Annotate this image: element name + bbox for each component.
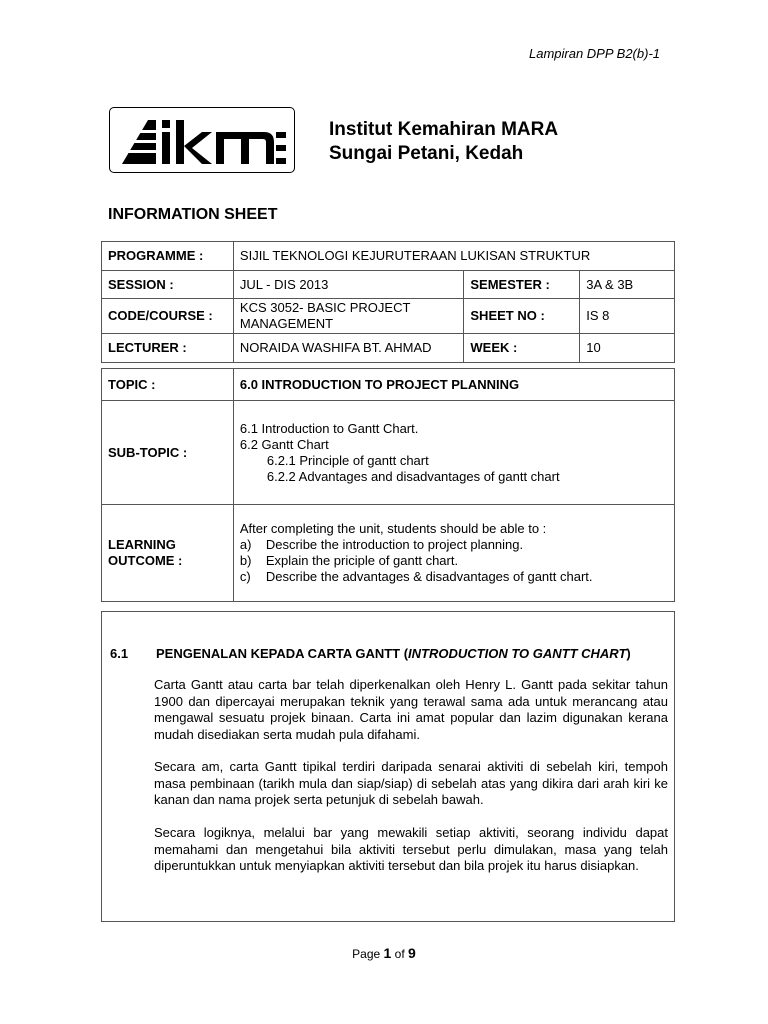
outcome-text: Describe the advantages & disadvantages of gantt chart. xyxy=(265,569,593,584)
week-value: 10 xyxy=(580,334,675,363)
course-info-table xyxy=(101,241,675,363)
page-total: 9 xyxy=(408,945,416,961)
content-section xyxy=(101,611,675,922)
week-label: WEEK : xyxy=(464,334,580,363)
page-word: Page xyxy=(352,947,384,961)
outcome-item xyxy=(240,553,668,569)
page-footer xyxy=(0,945,768,961)
session-value: JUL - DIS 2013 xyxy=(233,271,463,299)
outcome-item xyxy=(240,569,668,585)
outcome-item xyxy=(240,537,668,553)
institute-line-2: Sungai Petani, Kedah xyxy=(329,143,524,164)
section-heading xyxy=(110,646,631,661)
outcome-intro: After completing the unit, students should be able to : xyxy=(239,521,547,536)
outcome-label-line-1: LEARNING xyxy=(108,537,176,552)
course-value-line-2: MANAGEMENT xyxy=(239,316,334,331)
paragraph-3: Secara logiknya, melalui bar yang mewakili setiap aktiviti, seorang individu dapat memahami dan mengetahui bila aktiviti tersebut perlu dimulakan, masa yang telah diperuntukkan untuk menyiapkan aktiviti tersebut dan bila projek itu harus disiapkan. xyxy=(154,825,668,873)
outcome-list xyxy=(233,505,674,602)
institute-name xyxy=(329,118,558,166)
section-number: 6.1 xyxy=(110,646,129,661)
section-title-end: ) xyxy=(626,646,631,661)
course-value-line-1: KCS 3052- BASIC PROJECT xyxy=(239,300,411,315)
outcome-label xyxy=(102,505,234,602)
lecturer-label: LECTURER : xyxy=(102,334,234,363)
subtopic-item: 6.1 Introduction to Gantt Chart. xyxy=(239,420,419,436)
topic-label: TOPIC : xyxy=(102,369,234,401)
outcome-text: Describe the introduction to project planning. xyxy=(265,537,524,552)
sheet-no-label: SHEET NO : xyxy=(464,299,580,334)
semester-value: 3A & 3B xyxy=(580,271,675,299)
programme-label: PROGRAMME : xyxy=(102,242,234,271)
programme-value: SIJIL TEKNOLOGI KEJURUTERAAN LUKISAN STRUKTUR xyxy=(233,242,674,271)
outcome-marker: a) xyxy=(239,537,252,552)
outcome-text: Explain the priciple of gantt chart. xyxy=(265,553,459,568)
course-label: CODE/COURSE : xyxy=(102,299,234,334)
sheet-title: INFORMATION SHEET xyxy=(108,206,278,223)
document-reference: Lampiran DPP B2(b)-1 xyxy=(528,46,660,61)
lecturer-value: NORAIDA WASHIFA BT. AHMAD xyxy=(233,334,463,363)
subtopic-list xyxy=(233,401,674,505)
paragraph-1: Carta Gantt atau carta bar telah diperkenalkan oleh Henry L. Gantt pada sekitar tahun 1900 dan dipercayai merupakan teknik yang terawal sama ada untuk merancang atau mengawal sesuatu projek binaan. Carta ini amat popular dan lazim digunakan kerana mudah disediakan serta mudah pula difahami. xyxy=(154,677,668,742)
subtopic-item: 6.2.1 Principle of gantt chart xyxy=(266,452,429,468)
ikm-logo-icon xyxy=(118,116,288,166)
sheet-no-value: IS 8 xyxy=(580,299,675,334)
session-label: SESSION : xyxy=(102,271,234,299)
subtopic-item: 6.2 Gantt Chart xyxy=(239,436,329,452)
section-title: PENGENALAN KEPADA CARTA GANTT ( xyxy=(156,646,409,661)
subtopic-item: 6.2.2 Advantages and disadvantages of gantt chart xyxy=(266,468,560,484)
ikm-logo xyxy=(109,107,295,173)
paragraph-2: Secara am, carta Gantt tipikal terdiri daripada senarai aktiviti di sebelah kiri, tempoh masa pembinaan (tarikh mula dan siap/siap) di sebelah atas yang dikira dari arah kiri ke kanan dan nama projek serta petunjuk di sebelah bawah. xyxy=(154,759,668,807)
topic-table xyxy=(101,368,675,602)
page-number: 1 xyxy=(383,945,392,961)
subtopic-label: SUB-TOPIC : xyxy=(102,401,234,505)
outcome-label-line-2: OUTCOME : xyxy=(108,553,183,568)
of-word: of xyxy=(391,947,409,961)
institute-line-1: Institut Kemahiran MARA xyxy=(329,119,559,140)
topic-value: 6.0 INTRODUCTION TO PROJECT PLANNING xyxy=(233,369,674,401)
outcome-marker: c) xyxy=(239,569,251,584)
course-value xyxy=(233,299,463,334)
outcome-marker: b) xyxy=(239,553,252,568)
section-title-italic: INTRODUCTION TO GANTT CHART xyxy=(408,646,627,661)
semester-label: SEMESTER : xyxy=(464,271,580,299)
